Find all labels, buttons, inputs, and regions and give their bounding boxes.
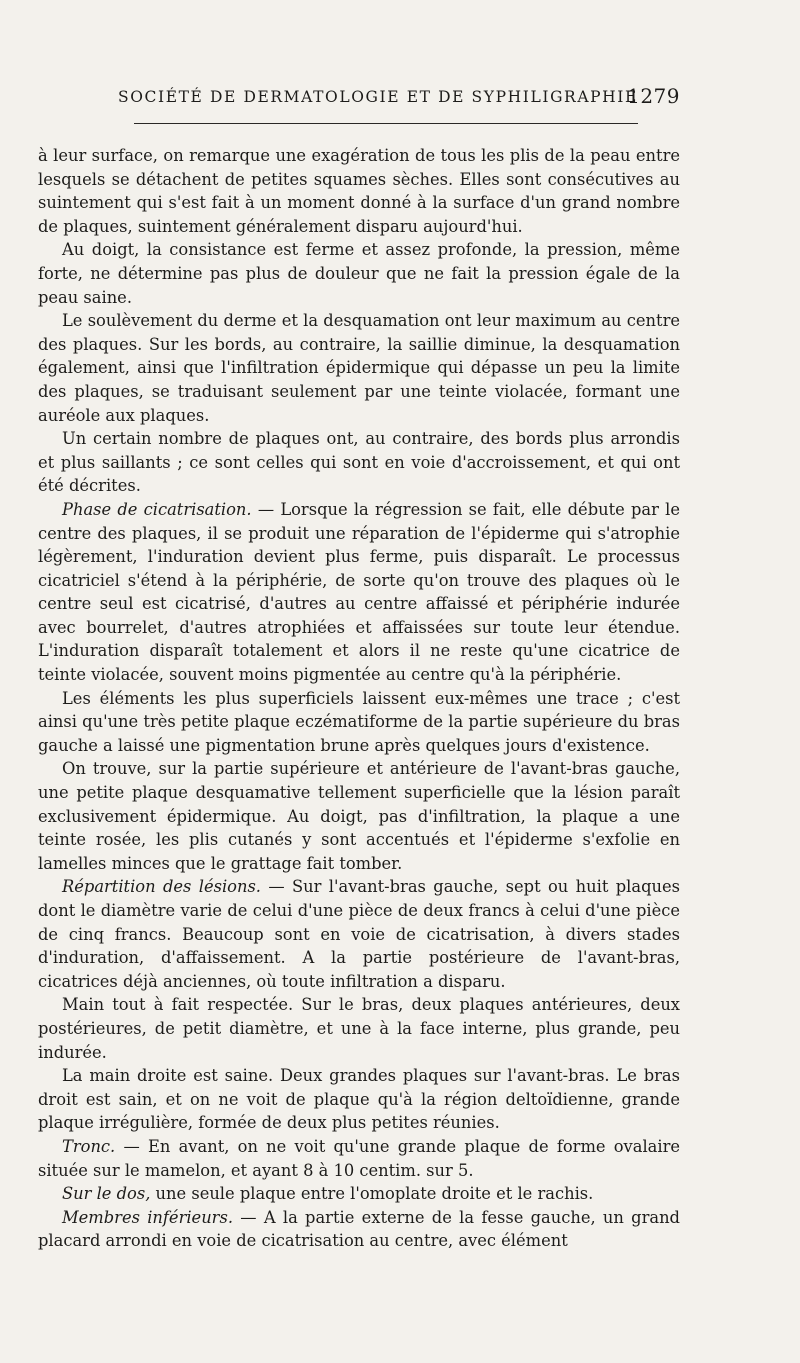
header-rule: [134, 123, 638, 124]
paragraph: Les éléments les plus superficiels laissent eux-mêmes une trace ; c'est ainsi qu'une très petite plaque eczématiforme de la partie supérieure du bras gauche a laissé une pigmentation brune après quelques jours d'existence.: [38, 688, 680, 755]
paragraph: Tronc. — En avant, on ne voit qu'une grande plaque de forme ovalaire située sur le mamelon, et ayant 8 à 10 centim. sur 5.: [38, 1136, 680, 1180]
paragraph: Membres inférieurs. — A la partie externe de la fesse gauche, un grand placard arrondi en voie de cicatrisation au centre, avec élément: [38, 1207, 680, 1251]
paragraph: Répartition des lésions. — Sur l'avant-bras gauche, sept ou huit plaques dont le diamètre varie de celui d'une pièce de deux francs à celui d'une pièce de cinq francs. Beaucoup sont en voie de cicatrisation, à divers stades d'induration, d'affaissement. A la partie postérieure de l'avant-bras, cicatrices déjà anciennes, où toute infiltration a disparu.: [38, 877, 680, 991]
running-title: SOCIÉTÉ DE DERMATOLOGIE ET DE SYPHILIGRAPHIE: [118, 88, 638, 106]
paragraph: La main droite est saine. Deux grandes plaques sur l'avant-bras. Le bras droit est sain, et on ne voit de plaque qu'à la région deltoïdienne, grande plaque irrégulière, formée de deux plus petites réunies.: [38, 1066, 680, 1133]
paragraph-lead: Tronc.: [62, 1136, 116, 1156]
paragraph-lead: Répartition des lésions.: [62, 877, 261, 897]
page-header: [38, 82, 680, 118]
paragraph: Main tout à fait respectée. Sur le bras, deux plaques antérieures, deux postérieures, de petit diamètre, et une à la face interne, plus grande, peu indurée.: [38, 995, 680, 1062]
paragraph: Phase de cicatrisation. — Lorsque la régression se fait, elle débute par le centre des plaques, il se produit une réparation de l'épiderme qui s'atrophie légèrement, l'induration devient plus ferme, puis disparaît. Le processus cicatriciel s'étend à la périphérie, de sorte qu'on trouve des plaques où le centre seul est cicatrisé, d'autres au centre affaissé et périphérie indurée avec bourrelet, d'autres atrophiées et affaissées sur toute leur étendue. L'induration disparaît totalement et alors il ne reste qu'une cicatrice de teinte violacée, souvent moins pigmentée au centre qu'à la périphérie.: [38, 499, 680, 685]
paragraph-lead: Membres inférieurs.: [62, 1207, 233, 1227]
paragraph: On trouve, sur la partie supérieure et antérieure de l'avant-bras gauche, une petite plaque desquamative tellement superficielle que la lésion paraît exclusivement épidermique. Au doigt, pas d'infiltration, la plaque a une teinte rosée, les plis cutanés y sont accentués et l'épiderme s'exfolie en lamelles minces que le grattage fait tomber.: [38, 759, 680, 873]
paragraph: Le soulèvement du derme et la desquamation ont leur maximum au centre des plaques. Sur les bords, au contraire, la saillie diminue, la desquamation également, ainsi que l'infiltration épidermique qui dépasse un peu la limite des plaques, se traduisant seulement par une teinte violacée, formant une auréole aux plaques.: [38, 311, 680, 425]
paragraph-lead: Sur le dos,: [62, 1184, 151, 1204]
paragraph-lead: Phase de cicatrisation.: [62, 499, 252, 519]
body-text: [38, 144, 680, 1253]
page-number: 1279: [627, 84, 680, 108]
paragraph: Au doigt, la consistance est ferme et assez profonde, la pression, même forte, ne détermine pas plus de douleur que ne fait la pression égale de la peau saine.: [38, 240, 680, 307]
book-page: [38, 82, 680, 1251]
paragraph: Sur le dos, une seule plaque entre l'omoplate droite et le rachis.: [62, 1184, 594, 1204]
paragraph: Un certain nombre de plaques ont, au contraire, des bords plus arrondis et plus saillants ; ce sont celles qui sont en voie d'accroissement, et qui ont été décrites.: [38, 429, 680, 496]
paragraph: à leur surface, on remarque une exagération de tous les plis de la peau entre lesquels se détachent de petites squames sèches. Elles sont consécutives au suintement qui s'est fait à un moment donné à la surface d'un grand nombre de plaques, suintement généralement disparu aujourd'hui.: [38, 146, 680, 236]
